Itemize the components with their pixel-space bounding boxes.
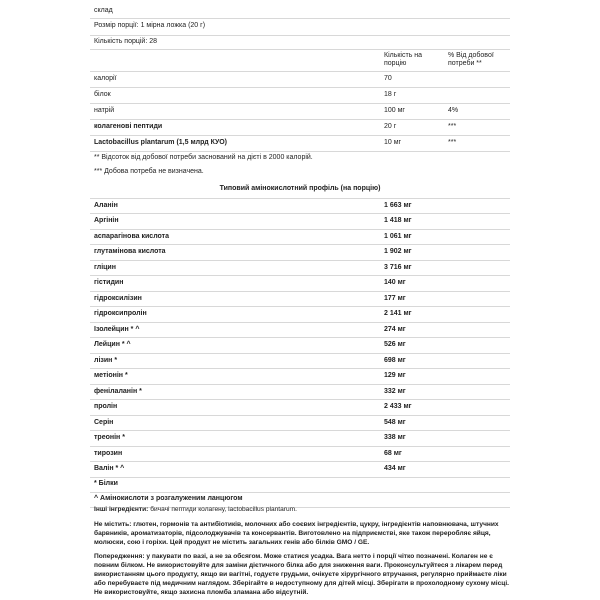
amino-row <box>90 214 510 230</box>
amino-amount: 2 433 мг <box>384 403 412 411</box>
nutrient-name: натрій <box>94 106 115 114</box>
amino-amount: 1 663 мг <box>384 201 412 209</box>
daily-value-column-header: % Від добової потреби ** <box>448 51 494 67</box>
amino-name: аспарагінова кислота <box>94 232 169 240</box>
amino-name: Серін <box>94 418 114 426</box>
amino-amount: 526 мг <box>384 341 406 349</box>
amino-amount: 548 мг <box>384 418 406 426</box>
amino-amount: 698 мг <box>384 356 406 364</box>
nutrient-amount: 18 г <box>384 90 397 98</box>
amino-name: глутамінова кислота <box>94 248 166 256</box>
amino-amount: 434 мг <box>384 465 406 473</box>
amino-row <box>90 431 510 447</box>
amino-name: треонін * <box>94 434 125 442</box>
nutrition-table <box>90 4 510 179</box>
nutrient-dv <box>444 87 510 103</box>
footnote-daily-value: ** Відсоток від добової потреби заснований на дієті в 2000 калорій. <box>94 154 313 162</box>
allergen-free-statement: Не містить: глютен, гормонів та антибіотиків, молочних або соєвих інгредієнтів, цукру, інгредієнтів наповнювача, штучних барвників, ароматизаторів, підсолоджувачів та консервантів. Виготовлено на підприємстві, яке також переробляє яйця, молюски, сою і горіхи. Цей продукт не містить загальних генів або білків GMO / GE. <box>94 521 499 546</box>
amino-amount: 1 418 мг <box>384 217 412 225</box>
nutrient-dv: *** <box>448 138 457 146</box>
amino-row <box>90 400 510 416</box>
amino-row <box>90 276 510 292</box>
amino-acid-table <box>90 180 510 508</box>
amino-row <box>90 384 510 400</box>
nutrient-dv <box>444 71 510 87</box>
amino-row <box>90 307 510 323</box>
nutrient-name: білок <box>94 90 111 98</box>
amino-row <box>90 198 510 214</box>
amino-amount: 129 мг <box>384 372 406 380</box>
nutrient-name: колагенові пептиди <box>94 122 163 130</box>
warning-statement: Попередження: у пакувати по вазі, а не за обсягом. Може статися усадка. Вага нетто і порції чітко позначені. Колаген не є повним білком. Не використовуйте для заміни дієтичного білка або для зниження ваги. Проконсультуйтеся з лікарем перед використанням цього продукту, якщо ви вагітні, годуєте грудьми, очікуєте хірургічного втручання, регулярно приймаєте ліки або перебуваєте під медичним наглядом. Зберігайте в недоступному для дітей місці. Зберігати в прохолодному сухому місці. Не використовуйте, якщо захисна пломба зламана або відсутній. <box>94 553 509 596</box>
amino-row <box>90 291 510 307</box>
amino-name: гліцин <box>94 263 116 271</box>
amino-name: Аланін <box>94 201 118 209</box>
amino-amount: 3 716 мг <box>384 263 412 271</box>
other-ingredients-text: бичачі пептиди колагену, lactobacillus plantarum. <box>150 506 297 513</box>
amino-row <box>90 229 510 245</box>
amino-row <box>90 322 510 338</box>
amino-name: Ізолейцин * ^ <box>94 325 140 333</box>
servings-count: Кількість порцій: 28 <box>94 37 158 45</box>
amino-name: пролін <box>94 403 118 411</box>
amino-row <box>90 260 510 276</box>
nutrient-amount: 100 мг <box>384 106 405 114</box>
amino-amount: 274 мг <box>384 325 406 333</box>
amount-column-header: Кількість на порцію <box>384 51 423 67</box>
amino-name: гідроксилізин <box>94 294 142 302</box>
amino-amount: 68 мг <box>384 449 402 457</box>
amino-amount: 332 мг <box>384 387 406 395</box>
amino-amount: 140 мг <box>384 279 406 287</box>
amino-name: метіонін * <box>94 372 128 380</box>
amino-amount: 1 061 мг <box>384 232 412 240</box>
nutrient-name: калорії <box>94 74 117 82</box>
amino-row <box>90 369 510 385</box>
amino-row <box>90 245 510 261</box>
amino-name: фенілаланін * <box>94 387 142 395</box>
other-ingredients <box>94 505 510 514</box>
nutrient-amount: 10 мг <box>384 138 402 146</box>
amino-row <box>90 415 510 431</box>
amino-row <box>90 338 510 354</box>
amino-amount: 338 мг <box>384 434 406 442</box>
amino-table-title: Типовий амінокислотний профіль (на порцію) <box>219 184 381 192</box>
nutrient-dv: *** <box>448 122 457 130</box>
nutrient-amount: 70 <box>384 74 392 82</box>
amino-name: тирозин <box>94 449 123 457</box>
amino-amount: 2 141 мг <box>384 310 412 318</box>
amino-name: лізин * <box>94 356 118 364</box>
amino-name: Валін * ^ <box>94 465 125 473</box>
footnote-not-established: *** Добова потреба не визначена. <box>94 167 204 175</box>
amino-name: Лейцин * ^ <box>94 341 131 349</box>
amino-amount: 1 902 мг <box>384 248 412 256</box>
serving-size: Розмір порції: 1 мірна ложка (20 г) <box>94 22 206 30</box>
composition-label: склад <box>94 6 113 14</box>
amino-name: гідроксипролін <box>94 310 147 318</box>
amino-amount: 177 мг <box>384 294 406 302</box>
footnote-proteins: * Білки <box>94 480 118 488</box>
amino-name: гістидин <box>94 279 124 287</box>
amino-row <box>90 353 510 369</box>
other-ingredients-label: Інші інгредієнти: <box>94 506 149 513</box>
nutrient-dv: 4% <box>448 106 459 114</box>
footnote-bcaa: ^ Амінокислоти з розгалуженим ланцюгом <box>94 495 243 503</box>
nutrient-amount: 20 г <box>384 122 397 130</box>
nutrient-name: Lactobacillus plantarum (1,5 млрд КУО) <box>94 138 227 146</box>
amino-name: Аргінін <box>94 217 119 225</box>
amino-row <box>90 462 510 478</box>
amino-row <box>90 446 510 462</box>
